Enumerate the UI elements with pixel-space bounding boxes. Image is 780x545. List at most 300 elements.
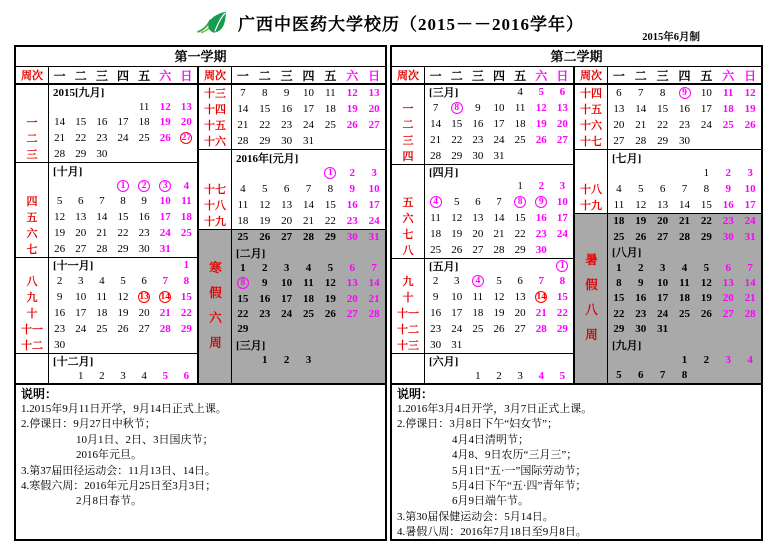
day-cell bbox=[134, 354, 155, 369]
day-cell: 29 bbox=[657, 135, 669, 147]
day-cell: 18 bbox=[138, 116, 150, 129]
week-number-label bbox=[392, 369, 425, 384]
day-cell: 3 bbox=[305, 353, 312, 366]
day-cell bbox=[467, 273, 488, 289]
day-cell bbox=[510, 259, 531, 274]
day-cell: 26 bbox=[159, 132, 171, 145]
day-cell: 28 bbox=[744, 307, 756, 320]
week-number-label bbox=[16, 354, 49, 369]
day-cell: 12 bbox=[54, 210, 66, 223]
holiday-circled-date: 9 bbox=[535, 196, 547, 208]
day-cell: 8 bbox=[703, 182, 710, 195]
notes-line: 2月8日春节。 bbox=[21, 495, 142, 508]
day-cells bbox=[49, 209, 197, 225]
calendar-column-body bbox=[199, 85, 385, 383]
day-cell: 25 bbox=[303, 307, 314, 320]
day-cells bbox=[425, 289, 573, 305]
notes-line: 2.停课日：9月27日中秋节； bbox=[21, 418, 156, 431]
day-cell: 30 bbox=[535, 243, 547, 256]
calendar-row bbox=[16, 368, 197, 383]
calendar-row bbox=[575, 101, 761, 117]
day-cell: 7 bbox=[240, 87, 246, 99]
day-cell bbox=[276, 322, 298, 337]
day-cell bbox=[652, 245, 674, 260]
day-cell: 27 bbox=[75, 242, 87, 255]
week-number-label bbox=[575, 150, 608, 165]
day-cell bbox=[176, 146, 197, 162]
calendar-row bbox=[575, 133, 761, 149]
day-cell: 10 bbox=[493, 101, 505, 114]
day-cell: 30 bbox=[679, 135, 690, 147]
notes-line: 5月1日“五·一”国际劳动节； bbox=[397, 464, 587, 477]
day-cell: 12 bbox=[635, 198, 647, 211]
weekday-label: 六 bbox=[159, 68, 172, 83]
day-cell bbox=[363, 133, 385, 149]
day-cell: 16 bbox=[430, 307, 442, 319]
day-cell: 20 bbox=[472, 227, 484, 240]
day-cell: 14 bbox=[54, 116, 66, 129]
day-cell bbox=[363, 245, 385, 260]
day-cell: 24 bbox=[451, 323, 463, 335]
day-cell: 6 bbox=[349, 261, 355, 274]
calendar-row bbox=[392, 353, 573, 369]
day-cell bbox=[254, 368, 276, 383]
week-number-label bbox=[16, 258, 49, 273]
week-number-label: 七 bbox=[16, 241, 49, 257]
day-cell: 10 bbox=[451, 291, 463, 303]
day-cell: 28 bbox=[679, 230, 690, 243]
day-cell bbox=[363, 150, 385, 165]
day-cells bbox=[425, 148, 573, 164]
day-cell: 29 bbox=[75, 148, 87, 161]
calendar-row bbox=[392, 179, 573, 194]
day-cell: 14 bbox=[96, 210, 108, 223]
calendar-row bbox=[392, 148, 573, 164]
day-cell: 9 bbox=[638, 277, 644, 290]
week-number-label bbox=[199, 150, 232, 165]
day-cell: 14 bbox=[635, 103, 647, 115]
weekday-header-row bbox=[199, 67, 385, 85]
day-cell: 17 bbox=[493, 117, 505, 130]
day-cell: 25 bbox=[180, 226, 192, 239]
day-cell: 22 bbox=[180, 306, 192, 319]
day-cell bbox=[488, 85, 509, 100]
day-cell: 23 bbox=[54, 322, 66, 335]
week-number-label: 十六 bbox=[575, 117, 608, 133]
day-cell: 31 bbox=[493, 149, 505, 162]
notes-line: 4.暑假八周：2016年7月18日至9月8日。 bbox=[397, 526, 587, 539]
day-cell: 4 bbox=[538, 369, 545, 382]
calendar-row bbox=[575, 165, 761, 180]
day-cell: 2 bbox=[725, 167, 731, 180]
day-cell: 14 bbox=[237, 103, 249, 115]
week-number-label: 十九 bbox=[199, 213, 232, 229]
day-cell: 5 bbox=[120, 274, 126, 287]
day-cell: 17 bbox=[556, 211, 568, 224]
day-cells bbox=[425, 369, 573, 384]
day-cell: 24 bbox=[281, 307, 293, 320]
day-cell bbox=[717, 368, 739, 383]
day-cell bbox=[674, 85, 696, 101]
day-cell: 23 bbox=[472, 133, 484, 146]
day-cell: 3 bbox=[283, 261, 290, 274]
day-cells bbox=[608, 181, 761, 197]
day-cell: 27 bbox=[657, 230, 669, 243]
day-cell: 21 bbox=[368, 292, 380, 305]
day-cell: 14 bbox=[744, 277, 756, 290]
day-cells bbox=[232, 260, 385, 275]
day-cell: 3 bbox=[371, 166, 377, 179]
day-cell: 8 bbox=[681, 369, 688, 382]
day-cell: 10 bbox=[556, 195, 568, 208]
day-cell: 11 bbox=[237, 198, 249, 211]
day-cell: 8 bbox=[327, 182, 334, 195]
day-cell: 25 bbox=[138, 132, 150, 145]
day-cell: 25 bbox=[237, 231, 249, 244]
day-cells bbox=[608, 214, 761, 229]
weekday-label: 四 bbox=[492, 68, 505, 83]
day-cell: 28 bbox=[368, 307, 380, 320]
day-cell: 24 bbox=[657, 307, 669, 320]
week-number-label bbox=[16, 100, 49, 115]
semester-2-notes bbox=[392, 383, 761, 539]
day-cell: 1 bbox=[262, 353, 268, 366]
calendar-column-group bbox=[573, 67, 761, 383]
day-cell: 23 bbox=[259, 307, 271, 320]
day-cell: 13 bbox=[556, 101, 568, 114]
week-number-label: 十八 bbox=[199, 197, 232, 213]
day-cell: 20 bbox=[613, 119, 625, 131]
week-number-label: 一 bbox=[392, 100, 425, 116]
calendar-row bbox=[199, 85, 385, 101]
month-label: [六月] bbox=[429, 356, 459, 369]
event-circled-date: 13 bbox=[139, 291, 149, 302]
day-cell: 20 bbox=[514, 307, 526, 319]
notes-line: 6月9日端午节。 bbox=[397, 495, 529, 508]
day-cell: 23 bbox=[635, 307, 647, 320]
notes-heading: 说明： bbox=[397, 387, 434, 401]
day-cell bbox=[298, 150, 320, 165]
day-cell: 24 bbox=[368, 214, 380, 227]
day-cell: 15 bbox=[613, 292, 625, 305]
day-cell bbox=[49, 368, 70, 383]
day-cell: 28 bbox=[54, 148, 66, 161]
day-cell: 19 bbox=[259, 214, 271, 227]
day-cell: 2 bbox=[496, 369, 502, 382]
day-cells bbox=[608, 101, 761, 117]
day-cell: 7 bbox=[305, 182, 312, 195]
day-cell bbox=[695, 150, 717, 165]
day-cell bbox=[739, 150, 761, 165]
day-cell: 10 bbox=[303, 87, 314, 99]
weekday-label: 日 bbox=[180, 68, 193, 83]
calendar-tables bbox=[14, 45, 763, 541]
day-cell: 16 bbox=[259, 292, 271, 305]
day-cell bbox=[112, 178, 133, 193]
day-cell: 30 bbox=[722, 230, 734, 243]
calendar-column-group bbox=[392, 67, 573, 383]
day-cell: 13 bbox=[472, 211, 484, 224]
day-cell: 25 bbox=[679, 307, 690, 320]
calendar-row bbox=[392, 164, 573, 180]
day-cell: 16 bbox=[472, 117, 484, 130]
month-label: [四月] bbox=[429, 166, 459, 179]
day-cell bbox=[155, 289, 176, 305]
semester-2-title: 第二学期 bbox=[392, 47, 761, 67]
day-cells bbox=[232, 276, 385, 291]
day-cell: 5 bbox=[703, 261, 710, 274]
day-cell bbox=[319, 245, 341, 260]
day-cell: 6 bbox=[616, 87, 622, 99]
day-cell: 1 bbox=[475, 369, 481, 382]
day-cell bbox=[425, 369, 446, 384]
day-cell bbox=[652, 150, 674, 165]
day-cell: 2 bbox=[283, 353, 290, 366]
notes-line: 5月4日下午“五·四”青年节； bbox=[397, 480, 587, 493]
day-cell bbox=[112, 354, 133, 369]
day-cell: 1 bbox=[77, 369, 84, 382]
weekday-label: 一 bbox=[53, 68, 66, 83]
day-cell: 12 bbox=[324, 277, 336, 290]
calendar-row bbox=[392, 226, 573, 242]
day-cell: 10 bbox=[368, 182, 380, 195]
day-cell: 15 bbox=[514, 211, 526, 224]
day-cell: 13 bbox=[75, 210, 87, 223]
day-cells bbox=[49, 321, 197, 337]
day-cell: 10 bbox=[657, 277, 669, 290]
day-cell: 26 bbox=[535, 133, 547, 146]
week-number-label: 二 bbox=[16, 130, 49, 146]
day-cell: 31 bbox=[368, 231, 380, 244]
semester-1-title: 第一学期 bbox=[16, 47, 385, 67]
day-cell: 4 bbox=[99, 274, 105, 287]
day-cells bbox=[232, 117, 385, 133]
day-cell: 23 bbox=[281, 119, 293, 131]
day-cell: 26 bbox=[324, 307, 336, 320]
calendar-row bbox=[392, 258, 573, 274]
day-cell: 9 bbox=[725, 182, 731, 195]
day-cell bbox=[49, 100, 70, 115]
day-cell: 19 bbox=[324, 292, 336, 305]
day-cell: 6 bbox=[283, 182, 290, 195]
day-cell bbox=[674, 337, 696, 352]
weekday-label: 二 bbox=[258, 68, 271, 83]
day-cell: 18 bbox=[514, 117, 526, 130]
calendar-row bbox=[392, 100, 573, 116]
day-cell: 21 bbox=[237, 119, 249, 131]
day-cell bbox=[739, 322, 761, 337]
day-cell: 21 bbox=[159, 306, 171, 319]
day-cell: 5 bbox=[453, 195, 460, 208]
day-cell: 10 bbox=[700, 87, 712, 99]
day-cell: 6 bbox=[141, 274, 147, 287]
holiday-circled-date: 4 bbox=[430, 196, 442, 208]
day-cell: 29 bbox=[259, 135, 271, 147]
day-cell: 25 bbox=[324, 119, 336, 131]
day-cells bbox=[425, 116, 573, 132]
day-cell bbox=[341, 245, 363, 260]
day-cell: 25 bbox=[514, 133, 526, 146]
day-cell bbox=[467, 337, 488, 353]
day-cell: 13 bbox=[613, 103, 625, 115]
day-cell: 24 bbox=[493, 133, 505, 146]
day-cell: 2 bbox=[638, 261, 644, 274]
calendar-row bbox=[575, 117, 761, 133]
calendar-row bbox=[16, 209, 197, 225]
day-cell: 18 bbox=[303, 292, 314, 305]
week-number-label: 十四 bbox=[575, 85, 608, 101]
weekday-label: 五 bbox=[324, 68, 337, 83]
day-cell bbox=[134, 289, 155, 305]
day-cell: 10 bbox=[75, 290, 87, 303]
weekday-label: 一 bbox=[429, 68, 442, 83]
calendar-row bbox=[392, 289, 573, 305]
day-cell: 7 bbox=[371, 261, 377, 274]
day-cell: 16 bbox=[346, 198, 358, 211]
week-number-label: 三 bbox=[16, 146, 49, 162]
day-cells bbox=[232, 133, 385, 149]
day-cell bbox=[510, 165, 531, 180]
week-number-label: 八 bbox=[16, 273, 49, 289]
day-cell bbox=[363, 352, 385, 367]
month-label: 2015[九月] bbox=[53, 87, 105, 100]
semester-1-notes bbox=[16, 383, 385, 539]
day-cell bbox=[176, 337, 197, 353]
day-cell bbox=[134, 337, 155, 353]
day-cell: 5 bbox=[616, 369, 622, 382]
day-cells bbox=[49, 130, 197, 146]
day-cells bbox=[49, 114, 197, 130]
day-cell bbox=[674, 165, 696, 180]
day-cell: 21 bbox=[679, 215, 690, 228]
day-cell: 13 bbox=[657, 198, 669, 211]
page-title: 广西中医药大学校历（2015－－2016学年） bbox=[238, 14, 584, 34]
day-cell bbox=[531, 165, 552, 180]
day-cell: 1 bbox=[240, 261, 246, 274]
day-cell bbox=[341, 322, 363, 337]
day-cell: 2 bbox=[538, 180, 545, 193]
day-cell: 19 bbox=[700, 292, 712, 305]
week-number-label: 四 bbox=[16, 193, 49, 209]
day-cell: 5 bbox=[327, 261, 334, 274]
day-cell bbox=[91, 100, 112, 115]
week-number-label: 十五 bbox=[199, 117, 232, 133]
day-cell: 30 bbox=[430, 339, 442, 351]
day-cell bbox=[298, 368, 320, 383]
day-cell: 27 bbox=[346, 307, 358, 320]
day-cell bbox=[446, 100, 467, 116]
day-cell bbox=[341, 352, 363, 367]
day-cell bbox=[176, 85, 197, 100]
calendar-row bbox=[16, 225, 197, 241]
week-number-header: 周次 bbox=[575, 67, 608, 83]
day-cell bbox=[176, 130, 197, 146]
day-cell bbox=[298, 322, 320, 337]
week-number-label: 十四 bbox=[199, 101, 232, 117]
day-cell: 22 bbox=[514, 227, 526, 240]
day-cell: 18 bbox=[722, 103, 734, 115]
day-cells bbox=[425, 194, 573, 210]
notes-line: 2016年元旦。 bbox=[21, 449, 142, 462]
day-cell bbox=[112, 163, 133, 178]
day-cell: 6 bbox=[659, 182, 666, 195]
calendar-row bbox=[392, 132, 573, 148]
day-cell: 1 bbox=[517, 180, 523, 193]
day-cell: 1 bbox=[703, 167, 710, 180]
day-cells bbox=[49, 368, 197, 383]
day-cell bbox=[674, 245, 696, 260]
day-cell: 17 bbox=[744, 198, 756, 211]
day-cell bbox=[341, 368, 363, 383]
weekday-label: 三 bbox=[280, 68, 293, 83]
day-cell: 17 bbox=[75, 306, 87, 319]
day-cell: 11 bbox=[679, 277, 690, 290]
day-cell: 26 bbox=[744, 119, 756, 131]
day-cell bbox=[363, 368, 385, 383]
day-cells bbox=[49, 289, 197, 305]
weekday-label: 六 bbox=[722, 68, 735, 83]
day-cell: 1 bbox=[183, 259, 190, 272]
day-cell: 30 bbox=[346, 231, 358, 244]
day-cell: 7 bbox=[432, 101, 439, 114]
calendar-row bbox=[392, 242, 573, 258]
day-cells bbox=[49, 305, 197, 321]
day-cell: 19 bbox=[159, 116, 171, 129]
day-cell: 26 bbox=[635, 230, 647, 243]
calendar-row bbox=[16, 321, 197, 337]
week-number-label: 六 bbox=[392, 210, 425, 226]
weekday-label: 日 bbox=[744, 68, 757, 83]
calendar-row bbox=[16, 193, 197, 209]
day-cell: 13 bbox=[368, 87, 380, 99]
day-cell bbox=[488, 259, 509, 274]
day-cell bbox=[510, 337, 531, 353]
month-label: [九月] bbox=[612, 339, 642, 352]
day-cell: 28 bbox=[535, 323, 547, 335]
month-label: [二月] bbox=[236, 247, 266, 260]
week-number-label: 一 bbox=[16, 114, 49, 130]
day-cell bbox=[155, 354, 176, 369]
calendar-row bbox=[16, 241, 197, 257]
day-cell: 12 bbox=[700, 277, 712, 290]
day-cell bbox=[467, 259, 488, 274]
day-cell bbox=[488, 354, 509, 369]
day-cells bbox=[49, 193, 197, 209]
day-cell: 30 bbox=[281, 135, 293, 147]
day-cell bbox=[134, 163, 155, 178]
day-cell bbox=[91, 258, 112, 273]
event-circled-date: 14 bbox=[160, 291, 171, 302]
day-cell: 15 bbox=[117, 210, 129, 223]
day-cell bbox=[341, 133, 363, 149]
day-cell bbox=[717, 133, 739, 149]
day-cell: 29 bbox=[556, 323, 568, 335]
day-cells bbox=[608, 322, 761, 337]
calendar-row bbox=[392, 210, 573, 226]
week-number-label: 十一 bbox=[392, 305, 425, 321]
calendar-row bbox=[199, 197, 385, 213]
week-number-header: 周次 bbox=[16, 67, 49, 83]
day-cell: 21 bbox=[430, 133, 442, 146]
day-cell bbox=[319, 150, 341, 165]
day-cell bbox=[674, 322, 696, 337]
day-cell: 28 bbox=[159, 322, 171, 335]
day-cell: 22 bbox=[324, 214, 336, 227]
weekday-label: 一 bbox=[612, 68, 625, 83]
day-cell: 12 bbox=[117, 290, 129, 303]
day-cell: 11 bbox=[303, 277, 314, 290]
day-cell: 26 bbox=[493, 323, 505, 335]
